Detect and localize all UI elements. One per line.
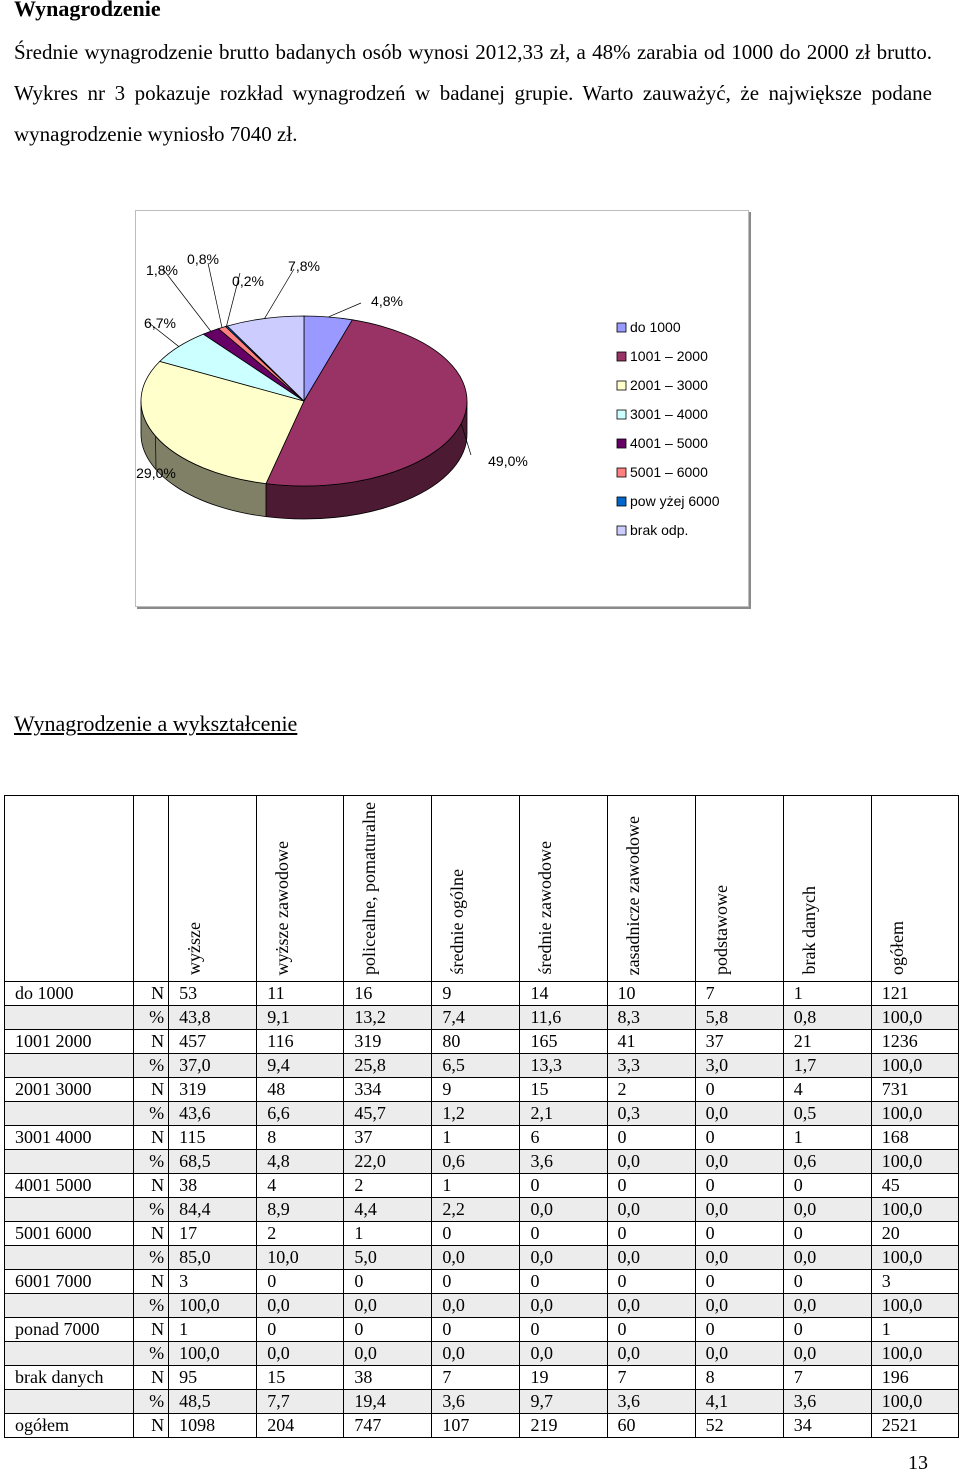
table-cell: 4 [257,1173,344,1197]
table-cell: 48 [257,1077,344,1101]
table-cell: 0 [520,1173,607,1197]
table-cell: 2,2 [432,1197,520,1221]
pie-data-label: 6,7% [144,315,176,331]
table-cell: 4,1 [695,1389,783,1413]
table-cell: 0 [257,1317,344,1341]
table-cell: 107 [432,1413,520,1437]
table-cell: 0 [783,1317,871,1341]
table-cell: 0,0 [607,1341,695,1365]
salary-education-table [4,795,959,1438]
table-row [5,1221,959,1245]
table-cell: 219 [520,1413,607,1437]
table-cell: 0,0 [257,1341,344,1365]
table-cell: 80 [432,1029,520,1053]
legend-swatch [617,410,626,419]
row-unit: % [134,1341,169,1365]
table-cell: 0,0 [695,1245,783,1269]
row-label: 6001 7000 [5,1269,134,1293]
table-cell: 1 [432,1173,520,1197]
row-label: 3001 4000 [5,1125,134,1149]
table-row [5,1149,959,1173]
table-cell: 84,4 [169,1197,257,1221]
row-unit: % [134,1053,169,1077]
table-cell: 100,0 [871,1197,958,1221]
table-cell: 1 [432,1125,520,1149]
table-cell: 95 [169,1365,257,1389]
legend-swatch [617,381,626,390]
table-cell: 0 [432,1269,520,1293]
table-row [5,1389,959,1413]
table-cell: 2521 [871,1413,958,1437]
row-unit: % [134,1005,169,1029]
table-cell: 11,6 [520,1005,607,1029]
row-unit: N [134,1077,169,1101]
table-cell: 9,1 [257,1005,344,1029]
table-row [5,1413,959,1437]
row-label: 4001 5000 [5,1173,134,1197]
table-cell: 3,6 [607,1389,695,1413]
table-cell: 0 [695,1173,783,1197]
table-cell: 0,6 [783,1149,871,1173]
column-header [432,796,520,982]
table-cell: 0,6 [432,1149,520,1173]
table-cell: 7 [783,1365,871,1389]
table-cell: 0 [695,1221,783,1245]
table-cell: 747 [344,1413,432,1437]
column-header [607,796,695,982]
table-row [5,1077,959,1101]
table-cell: 41 [607,1029,695,1053]
table-cell: 0,0 [783,1341,871,1365]
pie-drawing [136,251,528,519]
table-cell: 0,0 [344,1341,432,1365]
table-cell: 100,0 [871,1389,958,1413]
table-section-title: Wynagrodzenie a wykształcenie [14,711,298,736]
row-label [5,1197,134,1221]
row-label: 2001 3000 [5,1077,134,1101]
legend-swatch [617,468,626,477]
table-cell: 100,0 [871,1293,958,1317]
table-cell: 2,1 [520,1101,607,1125]
table-cell: 0,5 [783,1101,871,1125]
legend-label: brak odp. [630,522,689,538]
row-unit: N [134,1221,169,1245]
pie-data-label: 49,0% [488,453,528,469]
table-cell: 196 [871,1365,958,1389]
table-cell: 1 [344,1221,432,1245]
row-label [5,1149,134,1173]
table-cell: 0 [783,1221,871,1245]
table-cell: 100,0 [169,1341,257,1365]
row-label [5,1293,134,1317]
table-cell: 121 [871,981,958,1005]
table-cell: 9 [432,1077,520,1101]
table-row [5,1053,959,1077]
row-unit: N [134,1029,169,1053]
row-unit: N [134,1269,169,1293]
column-header [169,796,257,982]
column-header-label: ogółem [886,920,907,975]
table-cell: 4,4 [344,1197,432,1221]
legend-label: 1001 – 2000 [630,348,708,364]
table-cell: 13,2 [344,1005,432,1029]
column-header-label: średnie ogólne [447,869,468,975]
column-header-label: średnie zawodowe [535,841,556,975]
row-unit: % [134,1101,169,1125]
table-row [5,1125,959,1149]
row-label [5,1005,134,1029]
table-header-row [5,796,959,982]
table-cell: 45 [871,1173,958,1197]
pie-leader-line [264,269,294,319]
table-cell: 0,0 [520,1341,607,1365]
table-cell: 0,0 [607,1245,695,1269]
pie-leader-line [208,263,222,328]
table-row [5,1245,959,1269]
legend-label: 2001 – 3000 [630,377,708,393]
table-cell: 37 [695,1029,783,1053]
table-cell: 25,8 [344,1053,432,1077]
page-number: 13 [908,1452,928,1474]
column-header-label: policealne, pomaturalne [359,802,380,975]
legend-swatch [617,352,626,361]
table-row [5,1005,959,1029]
table-cell: 48,5 [169,1389,257,1413]
table-cell: 2 [257,1221,344,1245]
table-cell: 0,0 [344,1293,432,1317]
table-row [5,1317,959,1341]
chart-legend [617,319,720,538]
table-cell: 0 [344,1317,432,1341]
legend-swatch [617,497,626,506]
table-cell: 0,0 [607,1293,695,1317]
row-label: ogółem [5,1413,134,1437]
column-header [871,796,958,982]
table-cell: 43,8 [169,1005,257,1029]
table-cell: 10,0 [257,1245,344,1269]
table-cell: 4 [783,1077,871,1101]
table-cell: 1 [871,1317,958,1341]
table-cell: 14 [520,981,607,1005]
table-row [5,981,959,1005]
row-unit: % [134,1389,169,1413]
row-label [5,1053,134,1077]
intro-paragraph: Średnie wynagrodzenie brutto badanych osób wynosi 2012,33 zł, a 48% zarabia od 1000 do 2000 zł brutto. Wykres nr 3 pokazuje rozkład wynagrodzeń w badanej grupie. Warto zauważyć, że największe podane wynagrodzenie wyniosło 7040 zł. [14,40,932,146]
pie-chart-frame [135,210,749,607]
table-row [5,1173,959,1197]
pie-leader-line [328,303,361,317]
column-header [520,796,607,982]
table-cell: 0 [607,1317,695,1341]
table-cell: 5,0 [344,1245,432,1269]
table-cell: 19,4 [344,1389,432,1413]
table-cell: 0,0 [432,1341,520,1365]
table-cell: 0 [520,1269,607,1293]
legend-swatch [617,526,626,535]
table-cell: 165 [520,1029,607,1053]
table-cell: 20 [871,1221,958,1245]
section-heading: Wynagrodzenie [14,0,161,21]
table-cell: 13,3 [520,1053,607,1077]
table-cell: 0,0 [257,1293,344,1317]
row-unit: % [134,1149,169,1173]
table-body [5,981,959,1437]
row-label [5,1341,134,1365]
table-cell: 37 [344,1125,432,1149]
legend-swatch [617,323,626,332]
table-cell: 319 [344,1029,432,1053]
table-cell: 1 [169,1317,257,1341]
table-cell: 0,0 [695,1341,783,1365]
table-cell: 5,8 [695,1005,783,1029]
table-cell: 319 [169,1077,257,1101]
table-cell: 9,7 [520,1389,607,1413]
table-cell: 7,4 [432,1005,520,1029]
table-cell: 85,0 [169,1245,257,1269]
table-cell: 2 [344,1173,432,1197]
table-cell: 52 [695,1413,783,1437]
column-header-label: zasadnicze zawodowe [622,815,643,975]
table-cell: 0,0 [607,1197,695,1221]
row-label [5,1245,134,1269]
table-cell: 38 [344,1365,432,1389]
column-header [783,796,871,982]
table-row [5,1197,959,1221]
table-cell: 3,6 [520,1149,607,1173]
row-unit: N [134,1413,169,1437]
row-unit: N [134,981,169,1005]
pie-data-label: 29,0% [136,465,176,481]
table-cell: 3,3 [607,1053,695,1077]
table-cell: 8,9 [257,1197,344,1221]
table-cell: 43,6 [169,1101,257,1125]
table-cell: 0 [607,1125,695,1149]
table-cell: 731 [871,1077,958,1101]
pie-data-label: 4,8% [371,293,403,309]
table-cell: 0,8 [783,1005,871,1029]
table-cell: 45,7 [344,1101,432,1125]
row-label: 1001 2000 [5,1029,134,1053]
table-cell: 100,0 [871,1341,958,1365]
table-cell: 68,5 [169,1149,257,1173]
table-cell: 0 [607,1173,695,1197]
table-cell: 7 [432,1365,520,1389]
table-cell: 0 [520,1221,607,1245]
table-cell: 0,0 [432,1293,520,1317]
table-cell: 38 [169,1173,257,1197]
table-cell: 0,0 [432,1245,520,1269]
table-cell: 0 [695,1125,783,1149]
table-cell: 0,0 [695,1197,783,1221]
header-unit-blank [134,796,169,982]
table-cell: 0 [257,1269,344,1293]
table-cell: 60 [607,1413,695,1437]
table-cell: 0,0 [783,1197,871,1221]
table-row [5,1365,959,1389]
table-cell: 0 [607,1221,695,1245]
table-cell: 1,7 [783,1053,871,1077]
table-cell: 0,0 [783,1245,871,1269]
row-unit: N [134,1365,169,1389]
table-cell: 0,0 [520,1197,607,1221]
table-cell: 22,0 [344,1149,432,1173]
table-row [5,1341,959,1365]
table-cell: 3,6 [783,1389,871,1413]
legend-label: 3001 – 4000 [630,406,708,422]
header-corner [5,796,134,982]
table-cell: 0,0 [520,1293,607,1317]
table-cell: 0 [695,1269,783,1293]
table-cell: 7,7 [257,1389,344,1413]
table-cell: 15 [520,1077,607,1101]
legend-label: do 1000 [630,319,681,335]
table-cell: 457 [169,1029,257,1053]
row-unit: N [134,1317,169,1341]
pie-data-label: 1,8% [146,262,178,278]
table-cell: 334 [344,1077,432,1101]
table-cell: 0,0 [695,1101,783,1125]
legend-swatch [617,439,626,448]
table-cell: 3 [871,1269,958,1293]
legend-label: 5001 – 6000 [630,464,708,480]
row-label: ponad 7000 [5,1317,134,1341]
table-cell: 6,6 [257,1101,344,1125]
table-cell: 8 [695,1365,783,1389]
table-cell: 3 [169,1269,257,1293]
table-cell: 0,0 [695,1149,783,1173]
row-label: do 1000 [5,981,134,1005]
table-cell: 0,0 [520,1245,607,1269]
row-label [5,1101,134,1125]
row-unit: % [134,1293,169,1317]
column-header [695,796,783,982]
table-row [5,1293,959,1317]
column-header-label: wyższe zawodowe [272,840,293,975]
table-cell: 0 [695,1077,783,1101]
table-cell: 21 [783,1029,871,1053]
table-cell: 1,2 [432,1101,520,1125]
table-cell: 9,4 [257,1053,344,1077]
row-label: 5001 6000 [5,1221,134,1245]
table-cell: 37,0 [169,1053,257,1077]
table-cell: 1 [783,981,871,1005]
table-cell: 8 [257,1125,344,1149]
table-cell: 0 [607,1269,695,1293]
table-cell: 6 [520,1125,607,1149]
table-cell: 53 [169,981,257,1005]
row-unit: N [134,1173,169,1197]
table-cell: 6,5 [432,1053,520,1077]
row-label: brak danych [5,1365,134,1389]
pie-data-label: 0,8% [187,251,219,267]
table-cell: 0,0 [783,1293,871,1317]
table-cell: 116 [257,1029,344,1053]
column-header-label: brak danych [798,886,819,975]
table-cell: 100,0 [871,1245,958,1269]
table-cell: 0,0 [607,1149,695,1173]
table-cell: 100,0 [871,1005,958,1029]
table-cell: 0,0 [695,1293,783,1317]
table-cell: 0 [432,1317,520,1341]
pie-data-label: 7,8% [288,258,320,274]
pie-data-label: 0,2% [232,273,264,289]
table-cell: 9 [432,981,520,1005]
table-cell: 2 [607,1077,695,1101]
column-header-label: wyższe [184,921,205,975]
legend-label: pow yżej 6000 [630,493,720,509]
table-row [5,1269,959,1293]
table-cell: 0 [783,1173,871,1197]
table-cell: 100,0 [169,1293,257,1317]
table-cell: 19 [520,1365,607,1389]
table-cell: 11 [257,981,344,1005]
table-cell: 1 [783,1125,871,1149]
table-cell: 7 [607,1365,695,1389]
table-cell: 8,3 [607,1005,695,1029]
table-cell: 115 [169,1125,257,1149]
column-header-label: podstawowe [710,884,731,975]
table-cell: 17 [169,1221,257,1245]
table-cell: 0 [695,1317,783,1341]
table-cell: 3,6 [432,1389,520,1413]
table-cell: 7 [695,981,783,1005]
table-cell: 0,3 [607,1101,695,1125]
row-label [5,1389,134,1413]
row-unit: N [134,1125,169,1149]
table-cell: 16 [344,981,432,1005]
table-row [5,1101,959,1125]
table-row [5,1029,959,1053]
pie-top [141,316,467,486]
table-cell: 0 [783,1269,871,1293]
table-cell: 1236 [871,1029,958,1053]
table-cell: 0 [432,1221,520,1245]
table-cell: 0 [344,1269,432,1293]
table-cell: 100,0 [871,1053,958,1077]
table-cell: 4,8 [257,1149,344,1173]
legend-label: 4001 – 5000 [630,435,708,451]
row-unit: % [134,1197,169,1221]
salary-pie-chart [136,211,748,606]
column-header [344,796,432,982]
table-cell: 168 [871,1125,958,1149]
table-cell: 0 [520,1317,607,1341]
table-cell: 34 [783,1413,871,1437]
table-cell: 204 [257,1413,344,1437]
table-cell: 10 [607,981,695,1005]
table-cell: 100,0 [871,1101,958,1125]
table-cell: 1098 [169,1413,257,1437]
row-unit: % [134,1245,169,1269]
column-header [257,796,344,982]
table-cell: 100,0 [871,1149,958,1173]
table-cell: 15 [257,1365,344,1389]
table-cell: 3,0 [695,1053,783,1077]
